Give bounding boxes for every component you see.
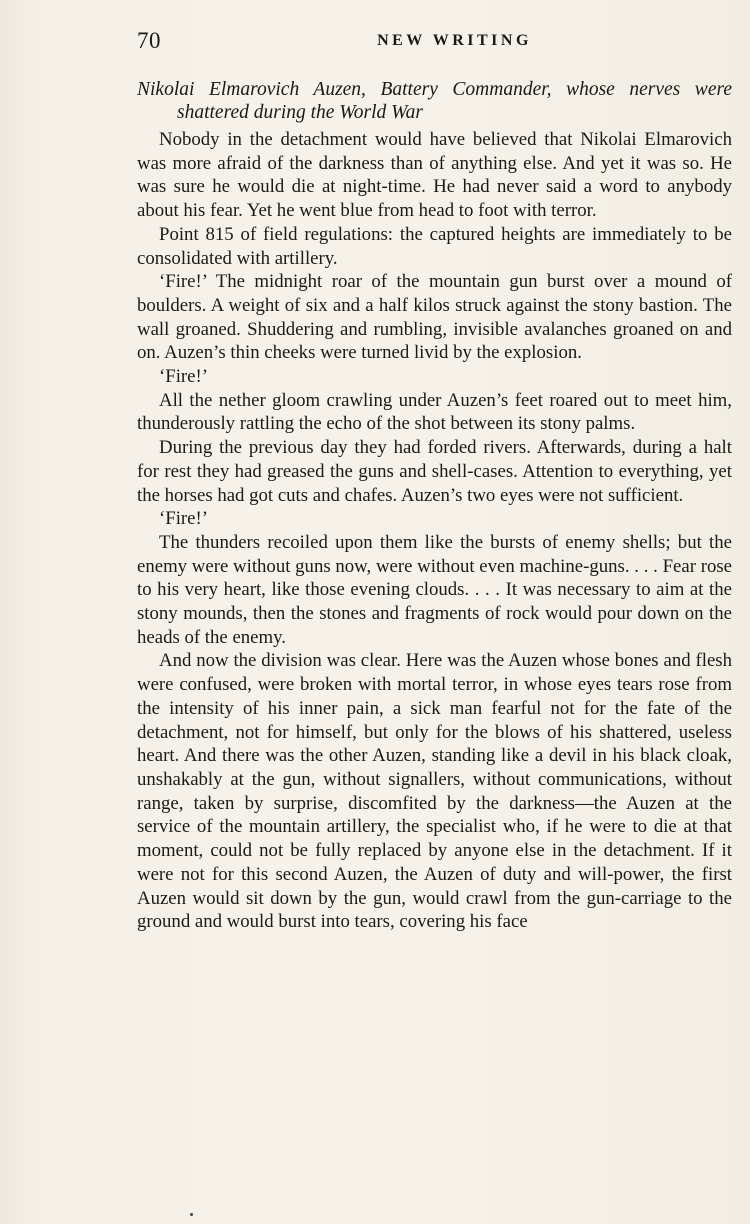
paragraph: And now the division was clear. Here was the Auzen whose bones and flesh were confused, were broken with mortal terror, in whose eyes tears rose from the intensity of his inner pain, a sick man fearful not for the fate of the detachment, not for himself, but only for the blows of his shattered, useless heart. And there was the other Auzen, standing like a devil in his black cloak, unshakably at the gun, without signallers, without communications, without range, taken by surprise, discomfited by the darkness—the Auzen at the service of the mountain artillery, the specialist who, if he were to die at that moment, could not be fully replaced by anyone else in the detachment. If it were not for this second Auzen, the Auzen of duty and will-power, the first Auzen would sit down by the gun, would crawl from the gun-carriage to the ground and would burst into tears, covering his face (137, 650, 732, 933)
paragraph: ‘Fire!’ The midnight roar of the mountain gun burst over a mound of boulders. A weight of six and a half kilos struck against the stony bastion. The wall groaned. Shuddering and rumbling, invisible avalanches groaned on and on. Auzen’s thin cheeks were turned livid by the explosion. (137, 271, 732, 364)
paragraph: During the previous day they had forded rivers. Afterwards, during a halt for rest they had greased the guns and shell-cases. Attention to everything, yet the horses had got cuts and chafes. Auzen’s two eyes were not sufficient. (137, 437, 732, 506)
paragraph: Point 815 of field regulations: the captured heights are immediately to be consolidated with artillery. (137, 223, 732, 269)
paragraph: All the nether gloom crawling under Auzen’s feet roared out to meet him, thunderously rattling the echo of the shot between its stony palms. (137, 389, 732, 435)
paragraph: Nobody in the detachment would have believed that Nikolai Elmarovich was more afraid of the darkness than of anything else. And yet it was so. He was sure he would die at night-time. He had never said a word to anybody about his fear. Yet he went blue from head to foot with terror. (137, 129, 732, 222)
page-speck (190, 1213, 193, 1216)
paragraph: ‘Fire!’ (159, 508, 209, 530)
page-number: 70 (137, 28, 161, 53)
paragraph: ‘Fire!’ (159, 366, 209, 388)
section-subtitle: Nikolai Elmarovich Auzen, Battery Commander, whose nerves were shattered during the World War (137, 79, 732, 123)
running-head: NEW WRITING (377, 32, 532, 49)
page-header (137, 28, 732, 56)
body-text (137, 128, 732, 934)
paragraph: The thunders recoiled upon them like the bursts of enemy shells; but the enemy were without guns now, were without even machine-guns. . . . Fear rose to his very heart, like those evening clouds. . . . It was necessary to aim at the stony mounds, then the stones and fragments of rock would pour down on the heads of the enemy. (137, 531, 732, 648)
